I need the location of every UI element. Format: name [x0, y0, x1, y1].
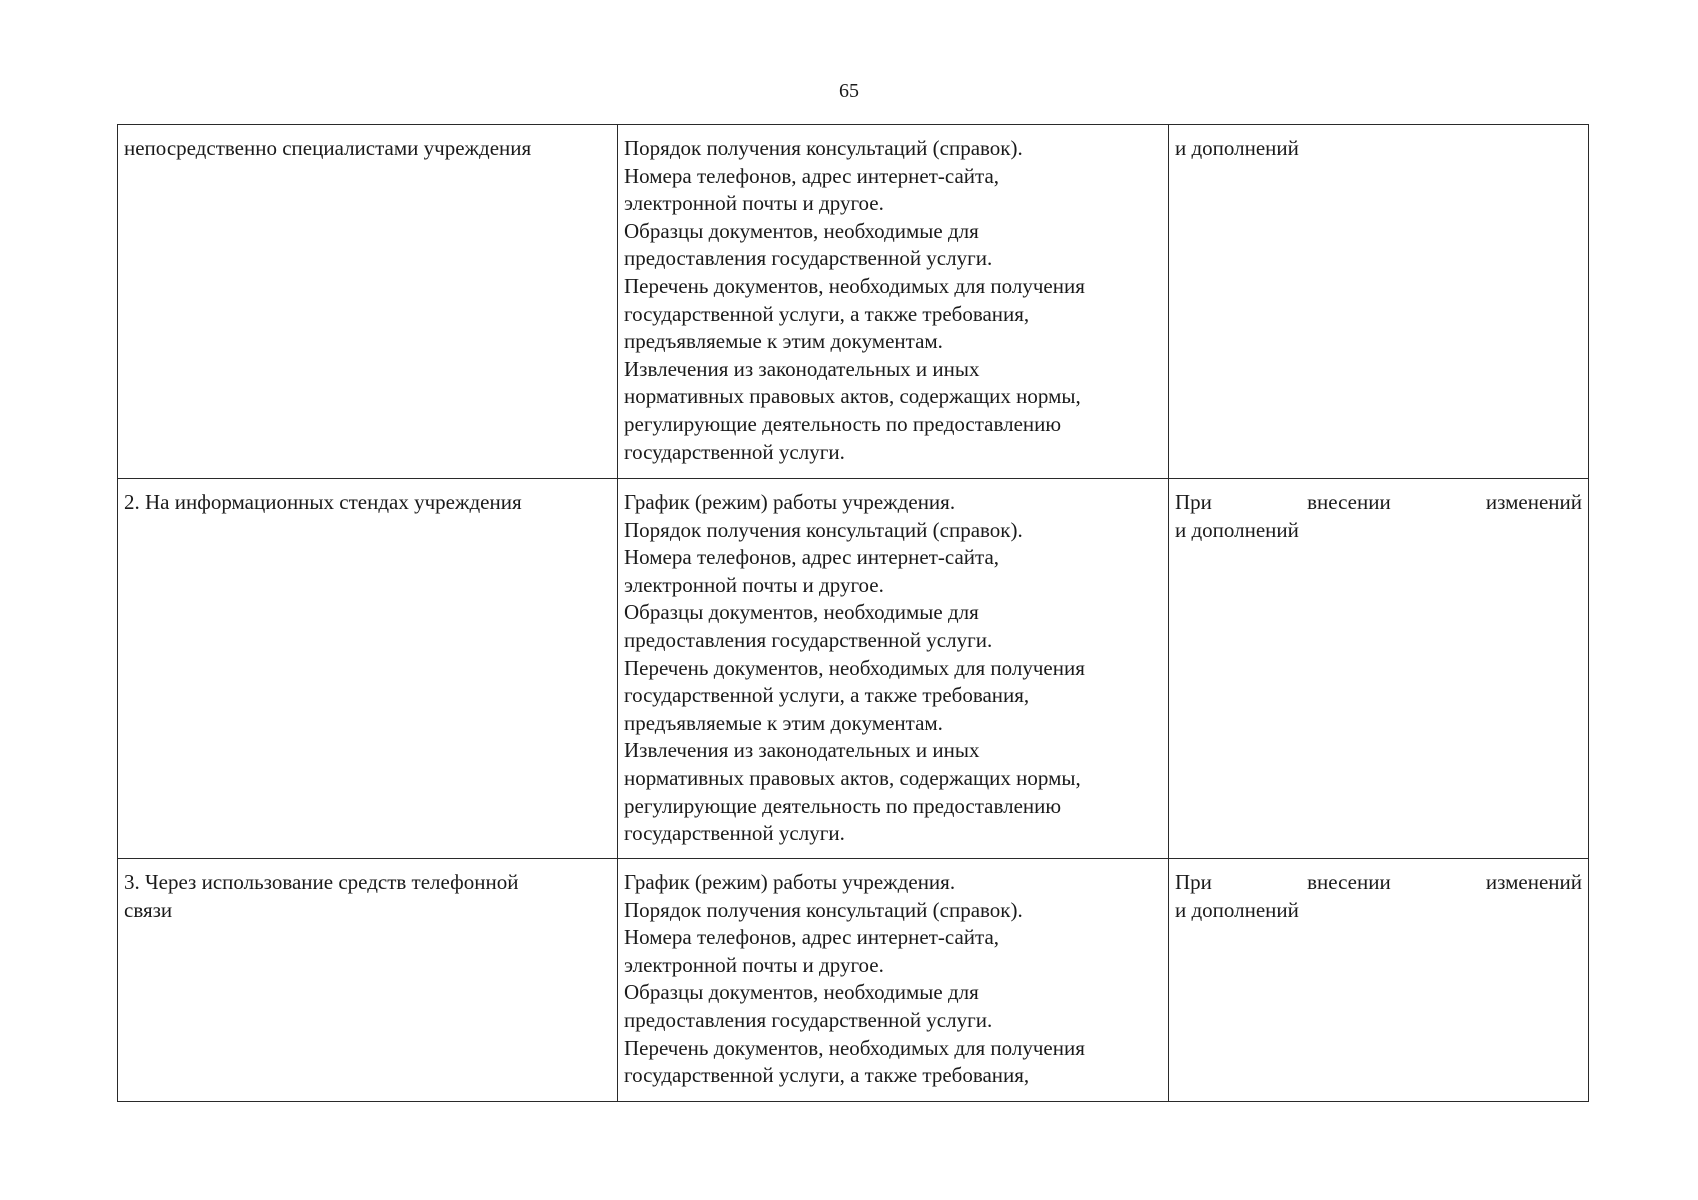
content-line: Номера телефонов, адрес интернет-сайта, — [624, 925, 1000, 950]
update-cell — [1169, 479, 1589, 859]
content-line: государственной услуги. — [624, 821, 845, 846]
content-line: Перечень документов, необходимых для получения — [624, 1035, 1085, 1060]
content-line: Перечень документов, необходимых для получения — [624, 655, 1085, 680]
content-line: государственной услуги, а также требования, — [624, 301, 1030, 326]
content-line: Образцы документов, необходимые для — [624, 600, 979, 625]
content-line: регулирующие деятельность по предоставлению — [624, 411, 1062, 436]
content-line: предъявляемые к этим документам. — [624, 710, 943, 735]
content-line: электронной почты и другое. — [624, 572, 884, 597]
content-line: предоставления государственной услуги. — [624, 1007, 993, 1032]
content-line: Извлечения из законодательных и иных — [624, 356, 980, 381]
method-cell — [118, 479, 618, 859]
table-row — [118, 479, 1589, 859]
update-word: изменений — [1485, 870, 1582, 894]
update-word: изменений — [1485, 490, 1582, 514]
method-cell — [118, 859, 618, 1102]
content-line: Перечень документов, необходимых для получения — [624, 273, 1085, 298]
content-line: нормативных правовых актов, содержащих нормы, — [624, 384, 1081, 409]
method-line: 3. Через использование средств телефонной — [124, 870, 519, 894]
content-line: График (режим) работы учреждения. — [624, 490, 956, 514]
content-line: предоставления государственной услуги. — [624, 627, 993, 652]
method-line: связи — [124, 897, 173, 922]
content-line: предъявляемые к этим документам. — [624, 329, 943, 354]
content-line: электронной почты и другое. — [624, 191, 884, 216]
update-tail: и дополнений — [1175, 517, 1299, 542]
content-line: Порядок получения консультаций (справок). — [624, 136, 1023, 160]
page-number: 65 — [839, 80, 859, 102]
update-word: внесении — [1307, 490, 1391, 514]
content-line: электронной почты и другое. — [624, 952, 884, 977]
content-line: государственной услуги. — [624, 439, 845, 464]
update-cell — [1169, 859, 1589, 1102]
content-line: График (режим) работы учреждения. — [624, 870, 956, 894]
update-tail: и дополнений — [1175, 136, 1299, 160]
content-line: государственной услуги, а также требования, — [624, 1063, 1030, 1088]
content-line: Номера телефонов, адрес интернет-сайта, — [624, 545, 1000, 570]
content-cell — [618, 479, 1169, 859]
update-word: При — [1175, 870, 1212, 894]
update-word: При — [1175, 490, 1212, 514]
update-word: внесении — [1307, 870, 1391, 894]
table-row — [118, 125, 1589, 479]
content-line: Порядок получения консультаций (справок). — [624, 897, 1023, 922]
info-table — [117, 124, 1589, 1102]
method-line: непосредственно специалистами учреждения — [124, 136, 532, 160]
content-line: Образцы документов, необходимые для — [624, 218, 979, 243]
content-line: нормативных правовых актов, содержащих нормы, — [624, 765, 1081, 790]
content-line: регулирующие деятельность по предоставлению — [624, 793, 1062, 818]
update-tail: и дополнений — [1175, 897, 1299, 922]
content-line: государственной услуги, а также требования, — [624, 683, 1030, 708]
content-line: Образцы документов, необходимые для — [624, 980, 979, 1005]
content-cell — [618, 125, 1169, 479]
update-cell — [1169, 125, 1589, 479]
method-cell — [118, 125, 618, 479]
content-line: Извлечения из законодательных и иных — [624, 738, 980, 763]
content-line: предоставления государственной услуги. — [624, 246, 993, 271]
content-cell — [618, 859, 1169, 1102]
content-line: Порядок получения консультаций (справок). — [624, 517, 1023, 542]
update-justified-line — [1175, 489, 1582, 517]
table-row — [118, 859, 1589, 1102]
content-line: Номера телефонов, адрес интернет-сайта, — [624, 163, 1000, 188]
method-line: 2. На информационных стендах учреждения — [124, 490, 522, 514]
update-justified-line — [1175, 869, 1582, 897]
